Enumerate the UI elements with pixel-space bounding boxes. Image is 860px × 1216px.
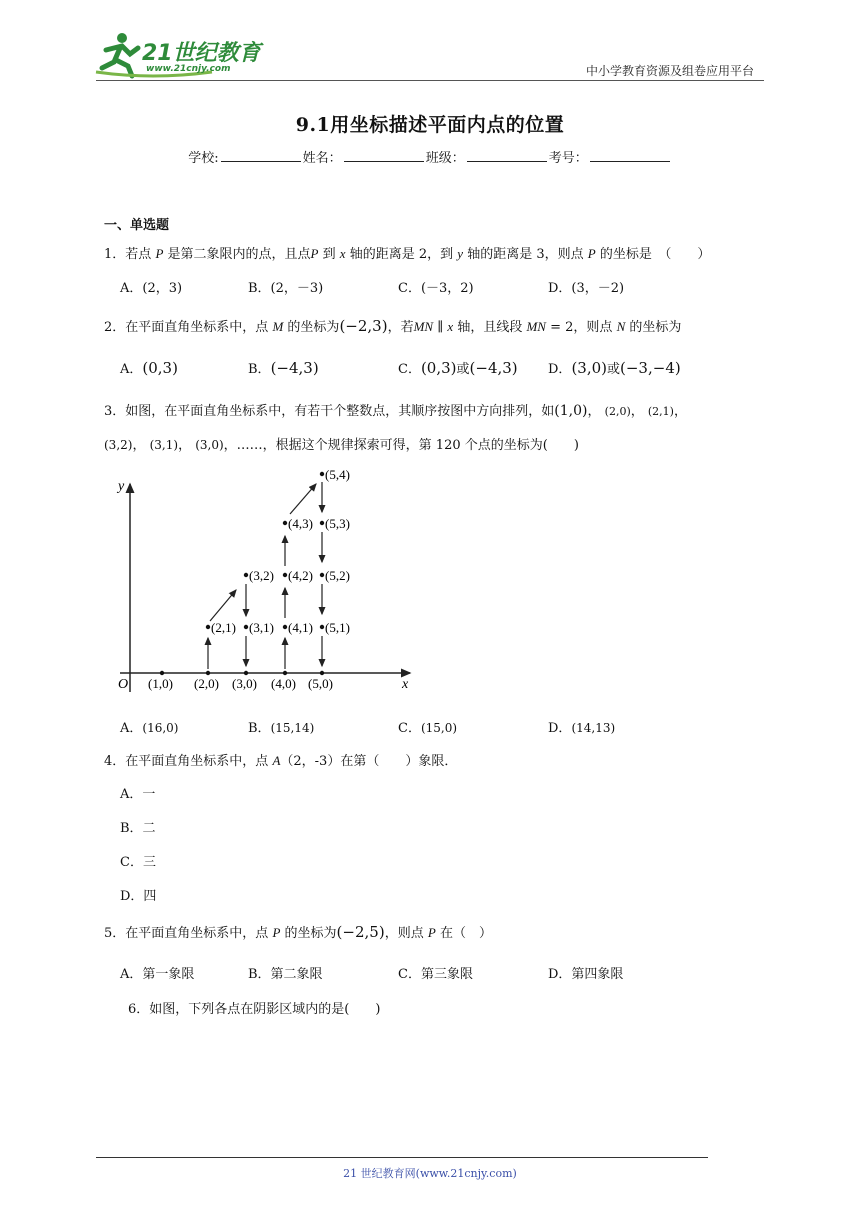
question-number: 6． bbox=[128, 1002, 150, 1017]
option-label: D． bbox=[548, 362, 572, 377]
question-number: 2． bbox=[104, 320, 126, 335]
option-label: B． bbox=[248, 721, 271, 736]
option-value: (3,0) bbox=[571, 359, 607, 377]
name-blank bbox=[344, 149, 424, 162]
var-mn: MN bbox=[526, 319, 546, 334]
point-label: (4,2) bbox=[288, 568, 313, 583]
option-label: A． bbox=[120, 721, 143, 736]
q-text: 在平面直角坐标系中，点 bbox=[125, 320, 269, 335]
lattice-point bbox=[320, 472, 324, 476]
name-label: 姓名： bbox=[302, 151, 342, 166]
footer-divider bbox=[96, 1157, 708, 1158]
q5-option-a[interactable]: A．第一象限 bbox=[120, 967, 195, 982]
question-number: 4． bbox=[104, 754, 126, 769]
option-label: A． bbox=[120, 362, 143, 377]
student-info-line bbox=[0, 147, 860, 166]
x-axis-label: x bbox=[402, 677, 409, 692]
logo-url: www.21cnjy.com bbox=[146, 64, 231, 74]
question-1 bbox=[104, 243, 710, 262]
q-text: 如图，在平面直角坐标系中，有若干个整数点，其顺序按图中方向排列，如 bbox=[125, 404, 555, 419]
q5-option-b[interactable]: B．第二象限 bbox=[248, 967, 323, 982]
question-number: 3． bbox=[104, 404, 126, 419]
lattice-point bbox=[283, 573, 287, 577]
path-arrow bbox=[290, 484, 316, 514]
q3-option-d[interactable] bbox=[548, 717, 615, 736]
question-6 bbox=[128, 998, 380, 1017]
q1-option-a[interactable]: A．(2，3) bbox=[120, 281, 183, 296]
point-label: (5,1) bbox=[325, 620, 350, 635]
lattice-point bbox=[244, 625, 248, 629]
var-p: P bbox=[427, 925, 436, 940]
option-connector: 或 bbox=[607, 362, 621, 377]
q-text: 轴，且线段 bbox=[457, 320, 523, 335]
q-text: 的坐标为 bbox=[287, 320, 340, 335]
option-label: D． bbox=[548, 721, 572, 736]
separator: ， bbox=[673, 404, 687, 419]
section-heading: 一、单选题 bbox=[104, 218, 170, 233]
point-label: (5,0) bbox=[308, 676, 333, 691]
class-label: 班级： bbox=[425, 151, 465, 166]
parallel-symbol: ∥ bbox=[437, 320, 444, 335]
var-p: P bbox=[310, 246, 319, 261]
question-2 bbox=[104, 316, 681, 335]
question-number: 1． bbox=[104, 247, 126, 262]
point-label: (5,4) bbox=[325, 467, 350, 482]
option-value: (0,3) bbox=[142, 359, 178, 377]
coordinate: (3,2) bbox=[104, 438, 133, 452]
question-4 bbox=[104, 750, 457, 769]
coordinate: (1,0) bbox=[554, 403, 588, 419]
coordinate: (3,1) bbox=[149, 438, 179, 452]
option-label: C． bbox=[398, 721, 421, 736]
q1-option-b[interactable]: B．(2，－3) bbox=[248, 281, 324, 296]
q-text: ，……，根据这个规律探索可得，第 120 个点的坐标为( ) bbox=[223, 438, 579, 453]
separator: ， bbox=[132, 438, 146, 453]
point-label: (3,2) bbox=[249, 568, 274, 583]
q-text: 轴的距离是 2，到 bbox=[349, 247, 454, 262]
q-text: 在平面直角坐标系中，点 bbox=[125, 754, 269, 769]
q3-option-a[interactable] bbox=[120, 717, 178, 736]
q4-option-a[interactable]: A．一 bbox=[120, 787, 156, 802]
q2-option-c[interactable] bbox=[398, 358, 518, 377]
option-connector: 或 bbox=[456, 362, 470, 377]
option-label: C． bbox=[398, 362, 421, 377]
lattice-diagram bbox=[110, 466, 420, 694]
q-text: 轴的距离是 3，则点 bbox=[467, 247, 584, 262]
var-x: x bbox=[339, 246, 346, 261]
point-label: (3,1) bbox=[249, 620, 274, 635]
point-label: (5,2) bbox=[325, 568, 350, 583]
q-text: 在（ ） bbox=[439, 926, 492, 941]
points-layer bbox=[148, 467, 350, 691]
var-mn: MN bbox=[413, 319, 434, 334]
exam-no-label: 考号： bbox=[548, 151, 588, 166]
school-label: 学校: bbox=[188, 151, 219, 166]
q1-option-c[interactable]: C．(－3，2) bbox=[398, 281, 474, 296]
separator: ， bbox=[587, 404, 601, 419]
lattice-point bbox=[206, 625, 210, 629]
lattice-point bbox=[283, 625, 287, 629]
lattice-point bbox=[320, 671, 324, 675]
q5-option-c[interactable]: C．第三象限 bbox=[398, 967, 473, 982]
var-m: M bbox=[272, 319, 284, 334]
q-text: ，若 bbox=[387, 320, 414, 335]
var-p: P bbox=[272, 925, 281, 940]
option-value: (−4,3) bbox=[469, 359, 518, 377]
lattice-point bbox=[283, 671, 287, 675]
q-text: ，则点 bbox=[384, 926, 424, 941]
option-value: (0,3) bbox=[420, 359, 457, 377]
lattice-point bbox=[244, 573, 248, 577]
header-divider bbox=[96, 80, 764, 81]
q-text: （2，-3）在第（ ）象限． bbox=[280, 754, 458, 769]
q-text: 如图，下列各点在阴影区域内的是( ) bbox=[149, 1002, 381, 1017]
coordinate: (2,0) bbox=[604, 405, 631, 418]
q-text: 的坐标是 （ ） bbox=[599, 247, 711, 262]
lattice-point bbox=[320, 625, 324, 629]
var-y: y bbox=[457, 246, 464, 261]
lattice-point bbox=[283, 521, 287, 525]
option-value: (15,0) bbox=[420, 721, 458, 735]
point-label: (4,1) bbox=[288, 620, 313, 635]
header-platform-text: 中小学教育资源及组卷应用平台 bbox=[585, 64, 754, 78]
q-text: 若点 bbox=[125, 247, 152, 262]
separator: ， bbox=[178, 438, 192, 453]
q2-option-a[interactable] bbox=[120, 358, 178, 377]
page-title: 9.1用坐标描述平面内点的位置 bbox=[295, 114, 565, 136]
q2-option-b[interactable] bbox=[248, 358, 319, 377]
lattice-point bbox=[320, 521, 324, 525]
lattice-point bbox=[206, 671, 210, 675]
school-blank bbox=[221, 149, 301, 162]
logo-text: 21世纪教育 bbox=[142, 41, 261, 66]
class-blank bbox=[467, 149, 547, 162]
path-arrow bbox=[210, 590, 236, 621]
q3-option-c[interactable] bbox=[398, 717, 457, 736]
lattice-point bbox=[244, 671, 248, 675]
q-text: 到 bbox=[322, 247, 336, 262]
option-value: (−3,−4) bbox=[620, 359, 681, 377]
equation: = 2 bbox=[550, 320, 574, 335]
q-text: ，则点 bbox=[573, 320, 613, 335]
option-value: (15,14) bbox=[270, 721, 315, 735]
coordinate: (3,0) bbox=[195, 438, 224, 452]
coordinate: (2,1) bbox=[647, 405, 674, 418]
point-label: (4,0) bbox=[271, 676, 296, 691]
q1-option-d[interactable]: D．(3，－2) bbox=[548, 281, 625, 296]
lattice-point bbox=[160, 671, 164, 675]
question-3-line2 bbox=[104, 434, 579, 453]
q-text: 的坐标为 bbox=[284, 926, 337, 941]
point-label: (3,0) bbox=[232, 676, 257, 691]
q2-option-d[interactable] bbox=[548, 358, 681, 377]
separator: ， bbox=[630, 404, 644, 419]
logo bbox=[92, 28, 262, 80]
y-axis-label: y bbox=[118, 479, 125, 494]
lattice-point bbox=[320, 573, 324, 577]
coordinate-figure bbox=[110, 466, 420, 694]
coordinate: (−2,5) bbox=[336, 923, 385, 941]
origin-label: O bbox=[118, 677, 129, 692]
var-x: x bbox=[447, 319, 454, 334]
point-label: (4,3) bbox=[288, 516, 313, 531]
question-number: 5． bbox=[104, 926, 126, 941]
q4-option-d[interactable]: D．四 bbox=[120, 889, 157, 904]
option-value: (16,0) bbox=[142, 721, 179, 735]
point-label: (1,0) bbox=[148, 676, 173, 691]
q4-option-c[interactable]: C．三 bbox=[120, 855, 156, 870]
question-5 bbox=[104, 922, 492, 941]
q4-option-b[interactable]: B．二 bbox=[120, 821, 156, 836]
point-label: (2,0) bbox=[194, 676, 219, 691]
var-n: N bbox=[616, 319, 626, 334]
option-value: (14,13) bbox=[571, 721, 616, 735]
q3-option-b[interactable] bbox=[248, 717, 314, 736]
var-p: P bbox=[155, 246, 164, 261]
point-label: (2,1) bbox=[211, 620, 236, 635]
q-text: 的坐标为 bbox=[629, 320, 682, 335]
var-a: A bbox=[272, 753, 281, 768]
option-value: (−4,3) bbox=[270, 359, 319, 377]
q-text: 在平面直角坐标系中，点 bbox=[125, 926, 269, 941]
point-label: (5,3) bbox=[325, 516, 350, 531]
exam-no-blank bbox=[590, 149, 670, 162]
q5-option-d[interactable]: D．第四象限 bbox=[548, 967, 624, 982]
option-label: B． bbox=[248, 362, 271, 377]
coordinate: (−2,3) bbox=[339, 317, 388, 335]
footer-text: 21 世纪教育网(www.21cnjy.com) bbox=[343, 1167, 517, 1180]
q-text: 是第二象限内的点，且点 bbox=[167, 247, 311, 262]
var-p: P bbox=[587, 246, 596, 261]
question-3 bbox=[104, 400, 687, 419]
